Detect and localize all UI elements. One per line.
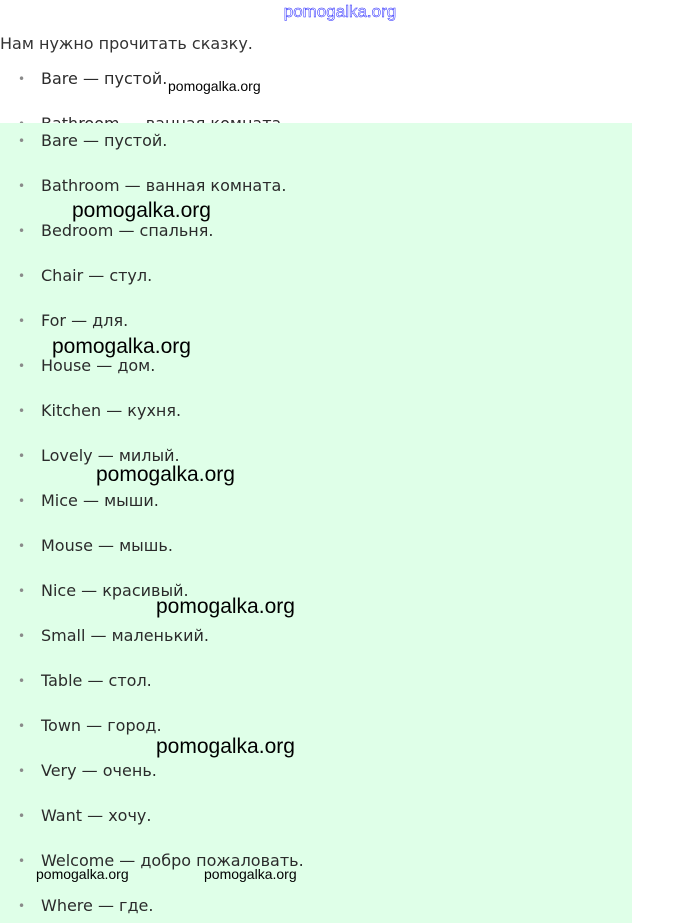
list-item-text: Town — город. [41, 716, 162, 735]
watermark-text: pomogalka.org [72, 199, 211, 222]
list-item-text: Chair — стул. [41, 266, 153, 285]
watermark-text: pomogalka.org [156, 735, 295, 758]
bullet-icon: • [18, 359, 26, 373]
list-item-text: House — дом. [41, 356, 156, 375]
bullet-icon: • [18, 269, 26, 283]
list-item-text: For — для. [41, 311, 129, 330]
bullet-icon: • [18, 539, 26, 553]
bullet-icon: • [18, 854, 26, 868]
list-item-text: Mice — мыши. [41, 491, 159, 510]
bullet-icon: • [18, 584, 26, 598]
bullet-icon: • [18, 404, 26, 418]
list-item-text: Bathroom — ванная комната. [41, 176, 287, 195]
list-item-text: Table — стол. [41, 671, 152, 690]
list-item-text: Nice — красивый. [41, 581, 189, 600]
list-item-text: Bedroom — спальня. [41, 221, 214, 240]
bullet-icon: • [18, 314, 26, 328]
list-item-text: Lovely — милый. [41, 446, 180, 465]
bullet-icon: • [18, 719, 26, 733]
list-item-text: Bare — пустой. [41, 131, 168, 150]
bullet-icon: • [18, 134, 26, 148]
list-item-text: Where — где. [41, 896, 154, 915]
watermark-text: pomogalka.org [36, 866, 129, 882]
list-item-text: Bare — пустой. [41, 69, 168, 88]
watermark-text: pomogalka.org [96, 463, 235, 486]
list-item-text: Welcome — добро пожаловать. [41, 851, 304, 870]
bullet-icon: • [18, 899, 26, 913]
bullet-icon: • [18, 224, 26, 238]
watermark-text: pomogalka.org [52, 335, 191, 358]
list-item-text: Mouse — мышь. [41, 536, 173, 555]
list-item-text: Kitchen — кухня. [41, 401, 182, 420]
site-header-logo[interactable]: pomogalka.org [283, 2, 397, 21]
bullet-icon: • [18, 179, 26, 193]
watermark-text: pomogalka.org [168, 78, 261, 94]
bullet-icon: • [18, 674, 26, 688]
bullet-icon: • [18, 629, 26, 643]
watermark-text: pomogalka.org [204, 866, 297, 882]
list-item-text: Small — маленький. [41, 626, 209, 645]
bullet-icon: • [18, 72, 26, 86]
bullet-icon: • [18, 809, 26, 823]
vocab-panel [0, 123, 632, 923]
watermark-text: pomogalka.org [156, 595, 295, 618]
bullet-icon: • [18, 764, 26, 778]
intro-text: Нам нужно прочитать сказку. [0, 34, 253, 53]
bullet-icon: • [18, 494, 26, 508]
list-item-text: Want — хочу. [41, 806, 152, 825]
bullet-icon: • [18, 449, 26, 463]
list-item-text: Very — очень. [41, 761, 157, 780]
